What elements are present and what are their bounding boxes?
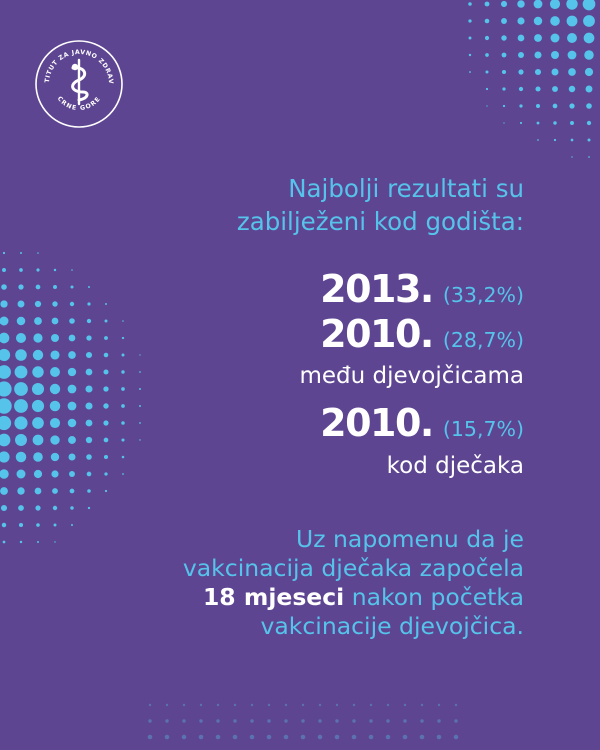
footnote [24, 525, 524, 641]
percent-value: (15,7%) [442, 417, 524, 441]
note-line-2: vakcinacija dječaka započela [182, 554, 524, 582]
note-line-1: Uz napomenu da je [296, 525, 524, 553]
year-value: 2013. [320, 267, 433, 311]
percent-value: (28,7%) [442, 328, 524, 352]
boys-result [24, 403, 524, 451]
year-value: 2010. [320, 312, 433, 356]
girls-result-1 [24, 267, 524, 315]
girls-result-2 [24, 312, 524, 361]
note-line-3: nakon početka [344, 583, 524, 611]
main-text-block [24, 172, 524, 641]
intro-line-2: zabilježeni kod godišta: [236, 207, 524, 236]
percent-value: (33,2%) [442, 283, 524, 307]
intro-heading [24, 172, 524, 238]
intro-line-1: Najbolji rezultati su [288, 174, 524, 203]
note-line-4: vakcinacije djevojčica. [260, 612, 524, 640]
logo-text-bottom: CRNE GORE [55, 95, 103, 113]
girls-label: među djevojčicama [299, 363, 524, 389]
boys-label: kod dječaka [386, 453, 524, 479]
year-value: 2010. [320, 401, 433, 445]
svg-text:INSTITUT ZA JAVNO ZDRAVLJE [33, 38, 114, 85]
logo-text-top: TITUT ZA JAVNO ZDRAV [43, 48, 115, 85]
institute-logo-icon [33, 38, 125, 130]
note-highlight: 18 mjeseci [202, 583, 345, 611]
logo [33, 38, 125, 130]
